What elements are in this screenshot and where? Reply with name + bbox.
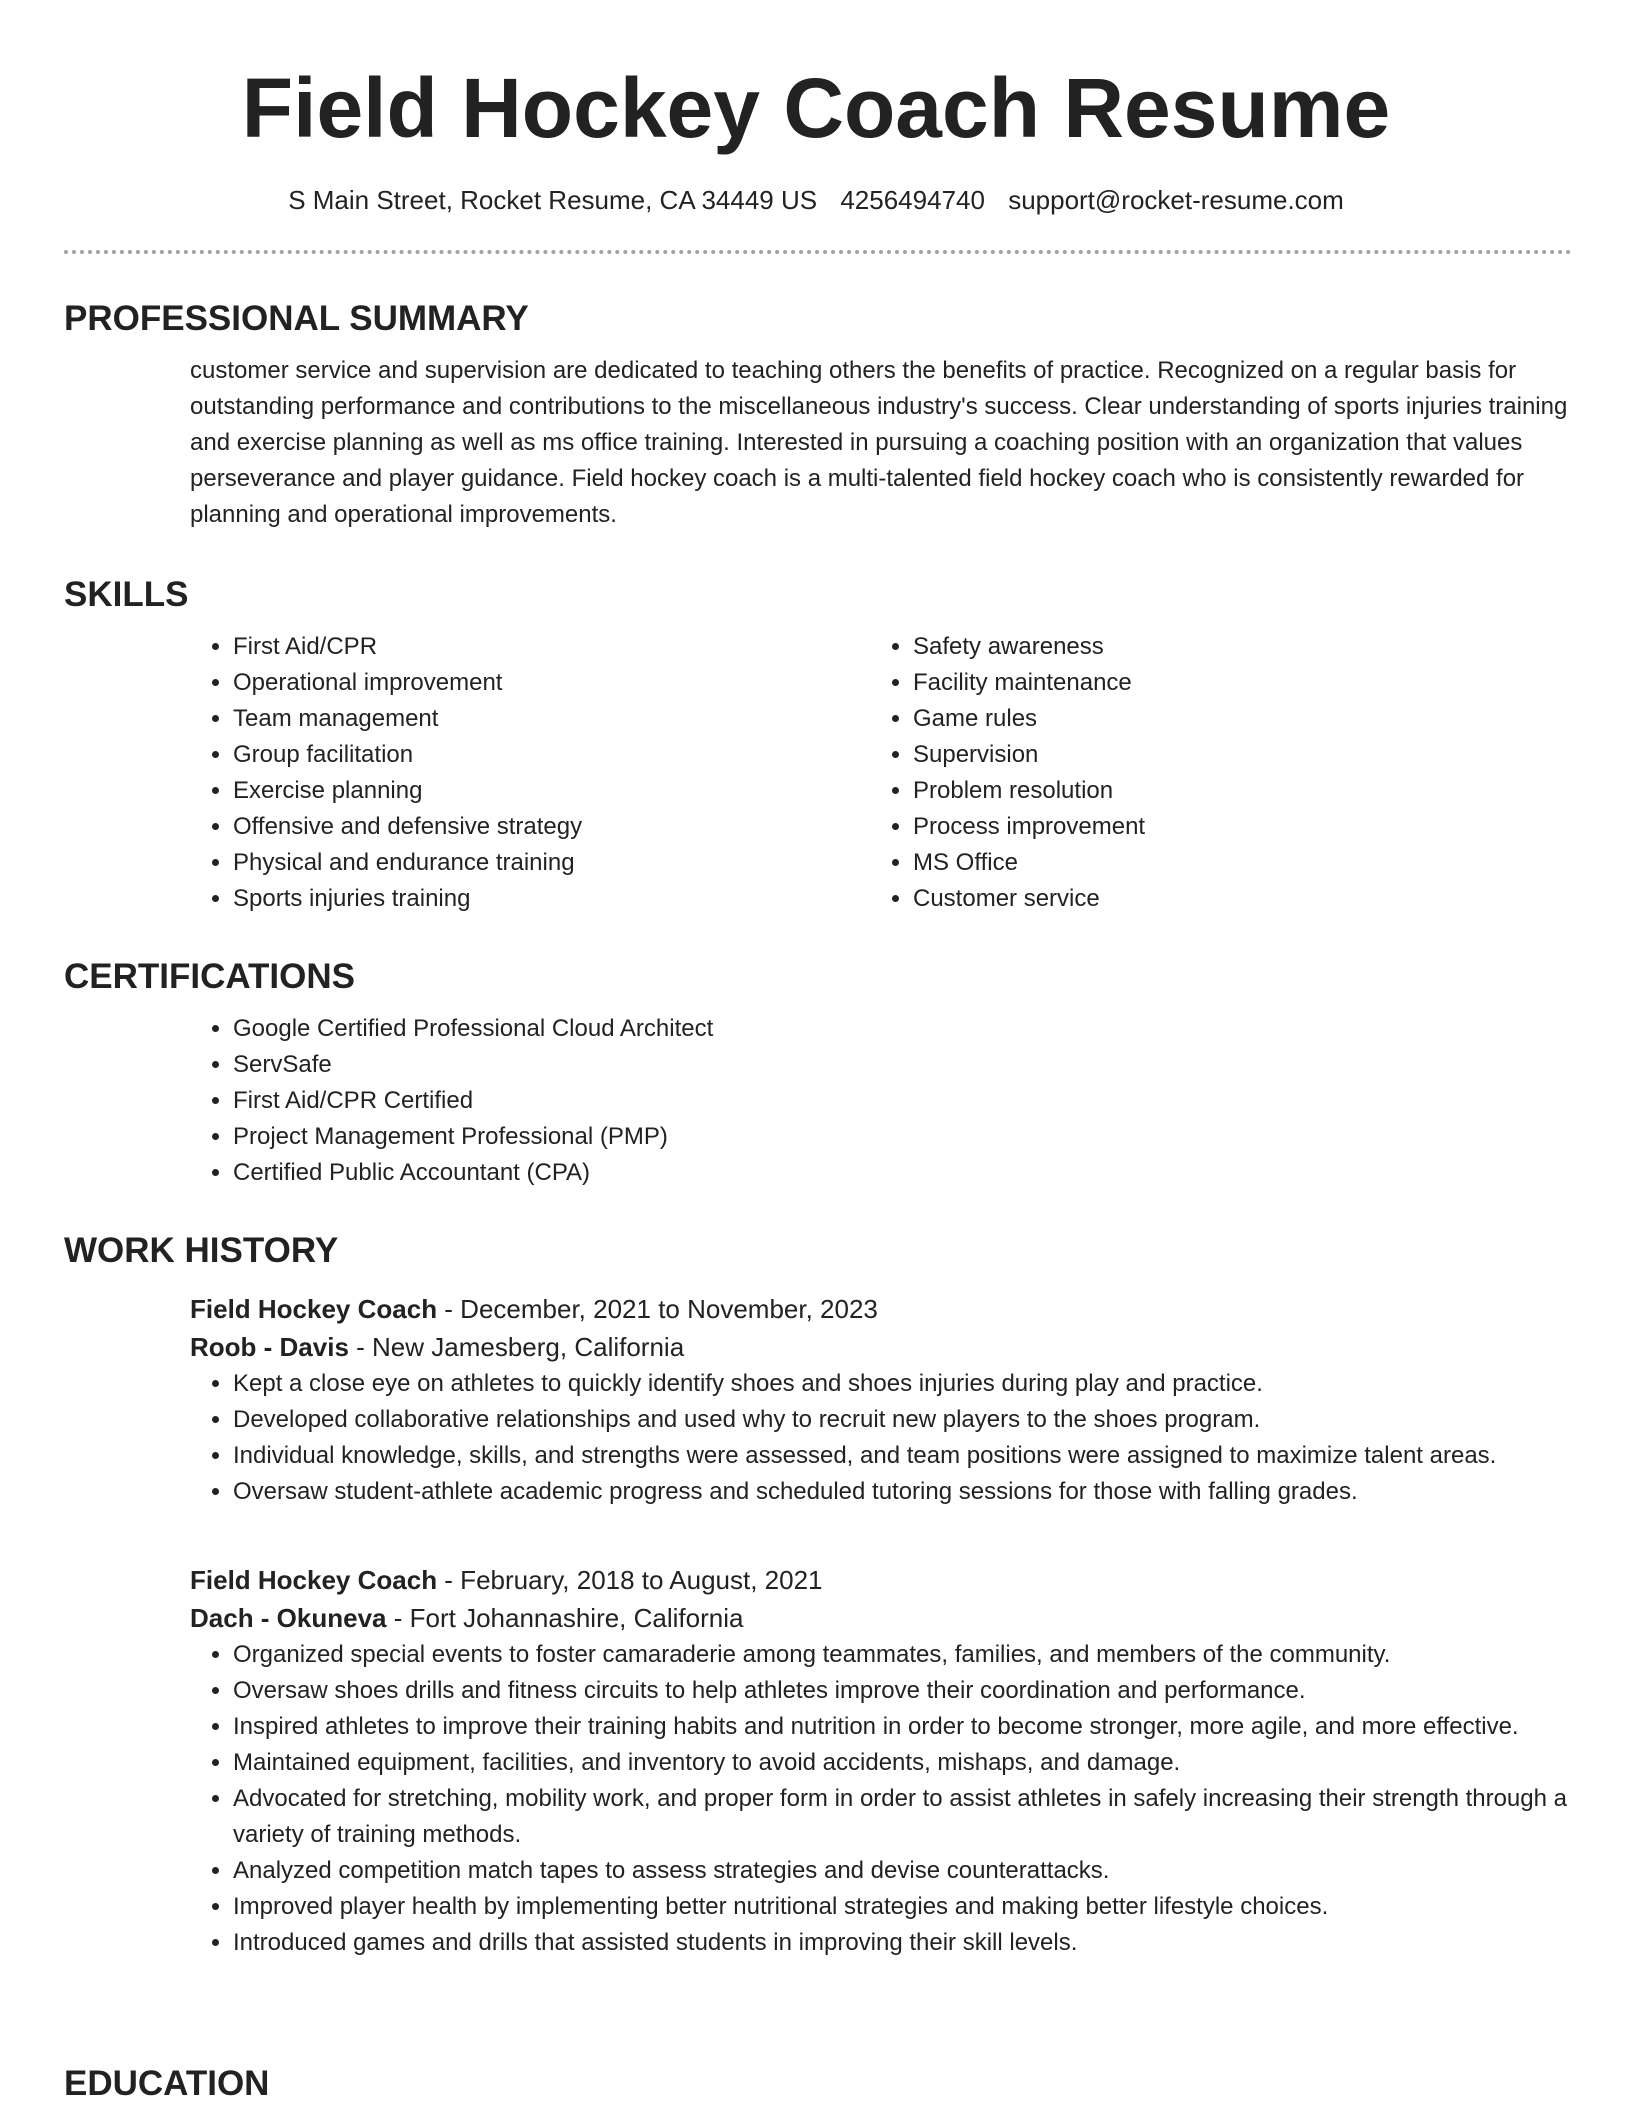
skills-heading: SKILLS bbox=[64, 575, 189, 614]
skill-item: • MS Office bbox=[913, 845, 1550, 881]
job-bullet: • Individual knowledge, skills, and strengths were assessed, and team positions were assigned to maximize talent areas. bbox=[233, 1438, 1572, 1474]
job-company-line bbox=[190, 1328, 1572, 1366]
education-heading: EDUCATION bbox=[64, 2064, 270, 2103]
certification-item: • First Aid/CPR Certified bbox=[233, 1083, 1572, 1119]
skill-item: • Group facilitation bbox=[233, 737, 870, 773]
skill-item: • First Aid/CPR bbox=[233, 629, 870, 665]
skills-grid bbox=[190, 629, 1572, 917]
job-dates: - February, 2018 to August, 2021 bbox=[437, 1565, 823, 1595]
certifications-list bbox=[190, 1011, 1572, 1191]
job-bullet: • Improved player health by implementing better nutritional strategies and making better lifestyle choices. bbox=[233, 1889, 1572, 1925]
job-location: - New Jamesberg, California bbox=[348, 1332, 685, 1362]
skill-item: • Team management bbox=[233, 701, 870, 737]
skills-column-right bbox=[870, 629, 1550, 917]
job-location: - Fort Johannashire, California bbox=[386, 1603, 744, 1633]
skill-item: • Physical and endurance training bbox=[233, 845, 870, 881]
certification-item: • ServSafe bbox=[233, 1047, 1572, 1083]
job-company-line bbox=[190, 1599, 1572, 1637]
certifications-list-wrap bbox=[190, 1011, 1572, 1191]
job-company: Dach - Okuneva bbox=[190, 1603, 387, 1633]
certification-item: • Certified Public Accountant (CPA) bbox=[233, 1155, 1572, 1191]
job-bullet: • Developed collaborative relationships and used why to recruit new players to the shoes program. bbox=[233, 1402, 1572, 1438]
summary-section bbox=[64, 297, 1572, 533]
header-divider bbox=[64, 250, 1572, 254]
skill-item: • Supervision bbox=[913, 737, 1550, 773]
skill-item: • Customer service bbox=[913, 881, 1550, 917]
contact-address: S Main Street, Rocket Resume, CA 34449 US bbox=[288, 185, 818, 215]
job-title-line bbox=[190, 1561, 1572, 1599]
skill-item: • Safety awareness bbox=[913, 629, 1550, 665]
job-title-line bbox=[190, 1290, 1572, 1328]
job-company: Roob - Davis bbox=[190, 1332, 349, 1362]
job-bullet: • Analyzed competition match tapes to assess strategies and devise counterattacks. bbox=[233, 1853, 1572, 1889]
skill-item: • Problem resolution bbox=[913, 773, 1550, 809]
job-dates: - December, 2021 to November, 2023 bbox=[437, 1294, 878, 1324]
skill-item: • Sports injuries training bbox=[233, 881, 870, 917]
job-bullet: • Inspired athletes to improve their training habits and nutrition in order to become stronger, more agile, and more effective. bbox=[233, 1709, 1572, 1745]
contact-phone: 4256494740 bbox=[840, 185, 985, 215]
contact-email: support@rocket-resume.com bbox=[1008, 185, 1344, 215]
job-bullet: • Advocated for stretching, mobility work, and proper form in order to assist athletes in safely increasing their strength through a variety of training methods. bbox=[233, 1781, 1572, 1853]
certification-item: • Project Management Professional (PMP) bbox=[233, 1119, 1572, 1155]
job-bullet: • Oversaw shoes drills and fitness circuits to help athletes improve their coordination and performance. bbox=[233, 1673, 1572, 1709]
skill-item: • Exercise planning bbox=[233, 773, 870, 809]
work-section bbox=[64, 1229, 1572, 1273]
skill-item: • Process improvement bbox=[913, 809, 1550, 845]
job-title: Field Hockey Coach bbox=[190, 1565, 438, 1595]
job-entry bbox=[64, 1290, 1572, 1510]
job-entry bbox=[64, 1561, 1572, 1961]
skill-item: • Offensive and defensive strategy bbox=[233, 809, 870, 845]
skill-item: • Game rules bbox=[913, 701, 1550, 737]
certifications-heading: CERTIFICATIONS bbox=[64, 957, 356, 996]
job-title: Field Hockey Coach bbox=[190, 1294, 438, 1324]
resume-title: Field Hockey Coach Resume bbox=[241, 61, 1391, 155]
work-heading: WORK HISTORY bbox=[64, 1231, 339, 1270]
contact-line bbox=[0, 182, 1632, 218]
certification-item: • Google Certified Professional Cloud Architect bbox=[233, 1011, 1572, 1047]
job-bullet: • Kept a close eye on athletes to quickly identify shoes and shoes injuries during play and practice. bbox=[233, 1366, 1572, 1402]
job-bullet: • Introduced games and drills that assisted students in improving their skill levels. bbox=[233, 1925, 1572, 1961]
skill-item: • Facility maintenance bbox=[913, 665, 1550, 701]
summary-heading: PROFESSIONAL SUMMARY bbox=[64, 299, 529, 338]
job-bullet: • Oversaw student-athlete academic progress and scheduled tutoring sessions for those with falling grades. bbox=[233, 1474, 1572, 1510]
skills-column-left bbox=[190, 629, 870, 917]
job-bullets bbox=[190, 1637, 1572, 1961]
job-bullet: • Maintained equipment, facilities, and inventory to avoid accidents, mishaps, and damage. bbox=[233, 1745, 1572, 1781]
summary-text: customer service and supervision are dedicated to teaching others the benefits of practice. Recognized on a regular basis for outstanding performance and contributions to the miscellaneous industry's success. Clear understanding of sports injuries training and exercise planning as well as ms office training. Interested in pursuing a coaching position with an organization that values perseverance and player guidance. Field hockey coach is a multi-talented field hockey coach who is consistently rewarded for planning and operational improvements. bbox=[190, 357, 1568, 528]
job-bullet: • Organized special events to foster camaraderie among teammates, families, and members of the community. bbox=[233, 1637, 1572, 1673]
skills-section bbox=[64, 573, 1572, 917]
education-section bbox=[64, 2062, 1572, 2106]
certifications-section bbox=[64, 955, 1572, 1191]
skill-item: • Operational improvement bbox=[233, 665, 870, 701]
job-bullets bbox=[190, 1366, 1572, 1510]
